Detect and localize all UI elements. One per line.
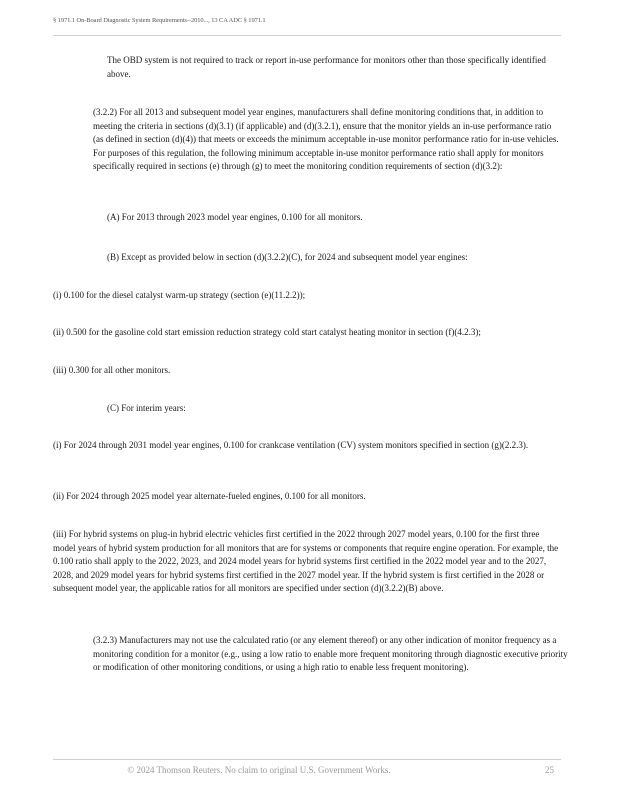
paragraph-C-ii: (ii) For 2024 through 2025 model year alternate-fueled engines, 0.100 for all monitors. bbox=[53, 491, 366, 501]
paragraph-3-2-2-B: (B) Except as provided below in section (d)(3.2.2)(C), for 2024 and subsequent model year engines: bbox=[107, 252, 468, 262]
footer-copyright: © 2024 Thomson Reuters. No claim to original U.S. Government Works. bbox=[127, 765, 391, 775]
paragraph-C-i: (i) For 2024 through 2031 model year engines, 0.100 for crankcase ventilation (CV) system monitors specified in section (g)(2.2.3). bbox=[53, 440, 529, 450]
header-divider bbox=[53, 35, 561, 36]
paragraph-3-2-3: (3.2.3) Manufacturers may not use the calculated ratio (or any element thereof) or any other indication of monitor frequency as a monitoring condition for a monitor (e.g., using a low ratio to enable more frequent monitoring through diagnostic executive priority or modification of other monitoring conditions, or using a high ratio to enable less frequent monitoring). bbox=[93, 635, 568, 673]
paragraph-3-2-2-A: (A) For 2013 through 2023 model year engines, 0.100 for all monitors. bbox=[107, 212, 363, 222]
paragraph-B-iii: (iii) 0.300 for all other monitors. bbox=[53, 365, 171, 375]
paragraph-C-iii: (iii) For hybrid systems on plug-in hybrid electric vehicles first certified in the 2022 through 2027 model years, 0.100 for the first three model years of hybrid system production for all monitors that are for systems or components that require engine operation. For example, the 0.100 ratio shall apply to the 2022, 2023, and 2024 model years for hybrid systems first certified in the 2022 model year and to the 2027, 2028, and 2029 model years for hybrid systems first certified in the 2027 model year. If the hybrid system is first certified in the 2028 or subsequent model year, the applicable ratios for all monitors are specified under section (d)(3.2.2)(B) above. bbox=[53, 529, 559, 594]
paragraph-B-ii: (ii) 0.500 for the gasoline cold start emission reduction strategy cold start catalyst heating monitor in section (f)(4.2.3); bbox=[53, 327, 481, 337]
page-number: 25 bbox=[545, 765, 554, 775]
paragraph-B-i: (i) 0.100 for the diesel catalyst warm-up strategy (section (e)(11.2.2)); bbox=[53, 290, 306, 300]
footer-divider bbox=[53, 759, 561, 760]
paragraph-3-2-2-C: (C) For interim years: bbox=[107, 403, 186, 413]
paragraph-3-2-2: (3.2.2) For all 2013 and subsequent model year engines, manufacturers shall define monitoring conditions that, in addition to meeting the criteria in sections (d)(3.1) (if applicable) and (d)(3.2.1), ensure that the monitor yields an in-use performance ratio (as defined in section (d)(4)) that meets or exceeds the minimum acceptable in-use monitor performance ratio for in-use vehicles. For purposes of this regulation, the following minimum acceptable in-use monitor performance ratio shall apply for monitors specifically required in sections (e) through (g) to meet the monitoring condition requirements of section (d)(3.2): bbox=[93, 107, 559, 172]
page-header: § 1971.1 On-Board Diagnostic System Requirements--2010..., 13 CA ADC § 1971.1 bbox=[53, 17, 266, 24]
paragraph-obd-not-required: The OBD system is not required to track or report in-use performance for monitors other than those specifically identified above. bbox=[107, 55, 546, 79]
